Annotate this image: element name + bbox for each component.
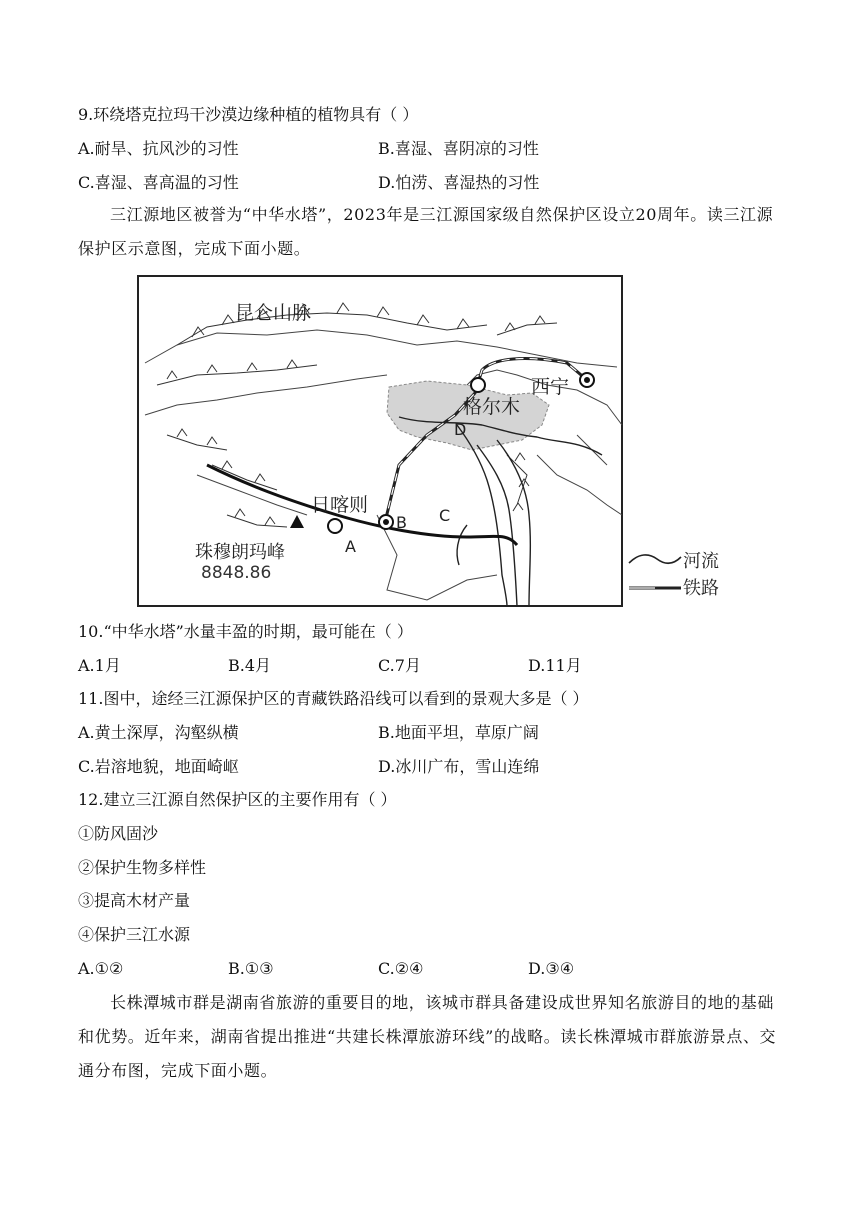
q12-option-b: B.①③ (228, 959, 274, 978)
q12-option-a: A.①② (78, 959, 124, 978)
q12-item-3: ③提高木材产量 (78, 891, 191, 910)
golmud-label: 格尔木 (463, 396, 521, 418)
shigatse-label: 日喀则 (311, 494, 369, 516)
q10-option-d: D.11月 (528, 656, 582, 675)
q11-option-a: A.黄土深厚，沟壑纵横 (78, 723, 239, 742)
q10-option-b: B.4月 (228, 656, 272, 675)
golmud-marker (471, 378, 485, 392)
q12-option-c: C.②④ (378, 959, 424, 978)
point-b-label: B (396, 513, 407, 532)
q9-option-d: D.怕涝、喜湿热的习性 (378, 173, 540, 192)
q9-option-c: C.喜湿、喜高温的习性 (78, 173, 239, 192)
q9-option-b: B.喜湿、喜阴凉的习性 (378, 139, 539, 158)
kunlun-label: 昆仑山脉 (235, 302, 312, 324)
q12-stem: 12.建立三江源自然保护区的主要作用有（ ） (78, 790, 397, 809)
q11-option-c: C.岩溶地貌，地面崎岖 (78, 757, 239, 776)
shigatse-marker (328, 519, 342, 533)
legend-river-label: 河流 (683, 551, 719, 572)
q12-item-2: ②保护生物多样性 (78, 858, 207, 877)
xining-label: 西宁 (531, 376, 570, 398)
intro-paragraph-1: 三江源地区被誉为“中华水塔”，2023年是三江源国家级自然保护区设立20周年。读三江源保护区示意图，完成下面小题。 (78, 205, 774, 258)
point-c-label: C (439, 506, 451, 525)
q12-option-d: D.③④ (528, 959, 575, 978)
q12-item-4: ④保护三江水源 (78, 925, 191, 944)
q11-option-b: B.地面平坦，草原广阔 (378, 723, 539, 742)
q9-option-a: A.耐旱、抗风沙的习性 (78, 139, 239, 158)
intro-paragraph-2: 长株潭城市群是湖南省旅游的重要目的地，该城市群具备建设成世界知名旅游目的地的基础和优势。近年来，湖南省提出推进“共建长株潭旅游环线”的战略。读长株潭城市群旅游景点、交通分布图，完成下面小题。 (78, 993, 777, 1080)
everest-label: 珠穆朗玛峰 (195, 542, 285, 563)
map-legend (629, 551, 719, 599)
q10-stem: 10.“中华水塔”水量丰盈的时期，最可能在（ ） (78, 622, 413, 641)
legend-river-symbol (629, 555, 681, 563)
q9-stem: 9.环绕塔克拉玛干沙漠边缘种植的植物具有（ ） (78, 105, 419, 124)
q12-item-1: ①防风固沙 (78, 824, 159, 843)
point-a-label: A (345, 537, 356, 556)
q10-option-a: A.1月 (78, 656, 121, 675)
q11-option-d: D.冰川广布，雪山连绵 (378, 757, 540, 776)
sanjiangyuan-map (137, 275, 727, 607)
everest-elevation: 8848.86 (201, 563, 272, 583)
q11-stem: 11.图中，途经三江源保护区的青藏铁路沿线可以看到的景观大多是（ ） (78, 689, 589, 708)
q10-option-c: C.7月 (378, 656, 421, 675)
legend-railway-label: 铁路 (683, 578, 719, 599)
point-d-label: D (454, 420, 467, 439)
